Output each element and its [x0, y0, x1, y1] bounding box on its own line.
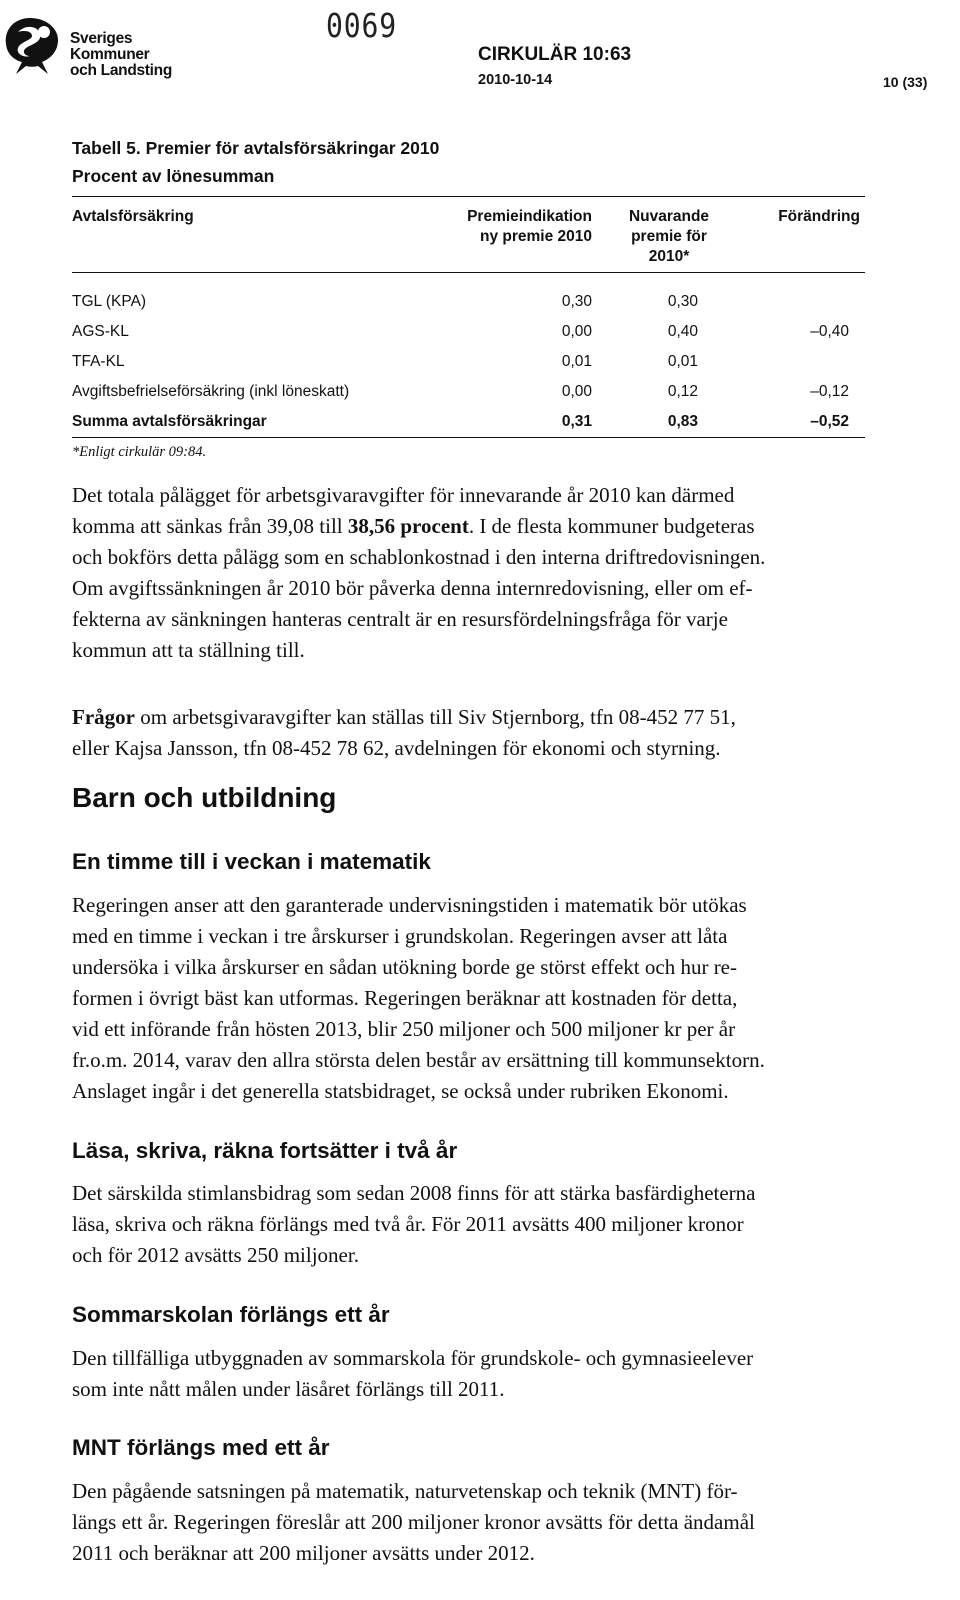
text-line: Regeringen anser att den garanterade undervisningstiden i matematik bör utökas [72, 893, 747, 917]
heading-sommarskolan: Sommarskolan förlängs ett år [72, 1302, 390, 1327]
heading-matematik: En timme till i veckan i matematik [72, 849, 431, 874]
paragraph-lasa-skriva-rakna [72, 1178, 872, 1271]
row-new-premium: 0,00 [561, 323, 592, 340]
paragraph-fragor [72, 702, 872, 764]
text-line: eller Kajsa Jansson, tfn 08-452 78 62, avdelningen för ekonomi och styrning. [72, 736, 721, 760]
heading-mnt: MNT förlängs med ett år [72, 1435, 330, 1460]
text-line: med en timme i veckan i tre årskurser i grundskolan. Regeringen avser att låta [72, 924, 728, 948]
skl-logo-icon [0, 14, 64, 76]
paragraph-sommarskolan [72, 1343, 872, 1405]
table-bottom-rule [72, 437, 865, 438]
heading-barn-och-utbildning: Barn och utbildning [72, 782, 337, 813]
circular-title: CIRKULÄR 10:63 [478, 44, 632, 65]
text-line: formen i övrigt bäst kan utformas. Regeringen beräknar att kostnaden för detta, [72, 986, 738, 1010]
text-line: undersöka i vilka årskurser en sådan utökning borde ge störst effekt och hur re- [72, 955, 737, 979]
page-stamp: 0069 [326, 6, 397, 45]
table-title: Tabell 5. Premier för avtalsförsäkringar 2010 [72, 138, 440, 158]
text-segment: komma att sänkas från 39,08 till [72, 514, 348, 538]
org-line-3: och Landsting [70, 62, 173, 79]
text-line: som inte nått målen under läsåret förlängs till 2011. [72, 1377, 505, 1401]
paragraph-arbetsgivaravgifter [72, 480, 872, 666]
total-change: –0,52 [810, 413, 849, 430]
text-line [72, 702, 872, 733]
header-col2-line2: ny premie 2010 [479, 228, 592, 245]
row-new-premium: 0,30 [561, 293, 592, 310]
header-avtalsforsakring: Avtalsförsäkring [72, 208, 194, 225]
table-subtitle: Procent av lönesumman [72, 166, 275, 186]
text-line: och för 2012 avsätts 250 miljoner. [72, 1243, 359, 1267]
header-forandring: Förändring [778, 208, 860, 225]
org-line-2: Kommuner [70, 46, 150, 63]
table-top-rule [72, 196, 865, 197]
text-line: Den pågående satsningen på matematik, naturvetenskap och teknik (MNT) för- [72, 1479, 738, 1503]
text-line: läsa, skriva och räkna förlängs med två år. För 2011 avsätts 400 miljoner kronor [72, 1212, 744, 1236]
row-name: TGL (KPA) [72, 293, 147, 310]
row-new-premium: 0,00 [561, 383, 592, 400]
row-new-premium: 0,01 [561, 353, 592, 370]
text-segment: om arbetsgivaravgifter kan ställas till Siv Stjernborg, tfn 08-452 77 51, [134, 705, 736, 729]
text-line: Det särskilda stimlansbidrag som sedan 2008 finns för att stärka basfärdigheterna [72, 1181, 756, 1205]
header-col3-line1: Nuvarande [628, 208, 710, 225]
text-line: och bokförs detta pålägg som en schablonkostnad i den interna driftredovisningen. [72, 545, 766, 569]
header-col3-line2: premie för [631, 228, 707, 245]
text-line: 2011 och beräknar att 200 miljoner avsätts under 2012. [72, 1541, 535, 1565]
row-current-premium: 0,40 [667, 323, 698, 340]
bold-fragor: Frågor [72, 705, 135, 729]
text-segment: . I de flesta kommuner budgeteras [468, 514, 755, 538]
row-name: AGS-KL [72, 323, 129, 340]
text-line: fr.o.m. 2014, varav den allra största delen består av ersättning till kommunsektorn. [72, 1048, 765, 1072]
row-name: Avgiftsbefrielseförsäkring (inkl löneskatt) [72, 383, 350, 400]
page-number: 10 (33) [883, 74, 928, 90]
total-name: Summa avtalsförsäkringar [72, 413, 267, 430]
header-nuvarande [614, 207, 724, 267]
org-line-1: Sveriges [70, 30, 133, 47]
header-col3-line3: 2010* [648, 248, 690, 265]
row-current-premium: 0,30 [667, 293, 698, 310]
text-line: Om avgiftssänkningen år 2010 bör påverka denna internredovisning, eller om ef- [72, 576, 753, 600]
text-line: Det totala pålägget för arbetsgivaravgifter för innevarande år 2010 kan därmed [72, 483, 735, 507]
text-line: fekterna av sänkningen hanteras centralt är en resursfördelningsfråga för varje [72, 607, 728, 631]
heading-lasa-skriva-rakna: Läsa, skriva, räkna fortsätter i två år [72, 1138, 458, 1163]
circular-date: 2010-10-14 [478, 72, 553, 88]
row-change: –0,12 [810, 383, 849, 400]
header-col2-line1: Premieindikation [467, 208, 592, 225]
table-header-rule [72, 272, 865, 273]
row-current-premium: 0,01 [667, 353, 698, 370]
text-line: Anslaget ingår i det generella statsbidraget, se också under rubriken Ekonomi. [72, 1079, 729, 1103]
total-current-premium: 0,83 [667, 413, 698, 430]
bold-percentage: 38,56 procent [347, 514, 469, 538]
text-line: Den tillfälliga utbyggnaden av sommarskola för grundskole- och gymnasieelever [72, 1346, 754, 1370]
total-new-premium: 0,31 [561, 413, 592, 430]
text-line: kommun att ta ställning till. [72, 638, 305, 662]
table-footnote: *Enligt cirkulär 09:84. [72, 444, 207, 460]
text-line: vid ett införande från hösten 2013, blir 250 miljoner och 500 miljoner kr per år [72, 1017, 736, 1041]
text-line: längs ett år. Regeringen föreslår att 200 miljoner kronor avsätts för detta ändamål [72, 1510, 755, 1534]
paragraph-mnt [72, 1476, 872, 1569]
row-name: TFA-KL [72, 353, 125, 370]
header-premieindikation [420, 207, 592, 247]
organization-name [70, 31, 172, 79]
paragraph-matematik [72, 890, 872, 1107]
text-line [72, 511, 872, 542]
row-current-premium: 0,12 [667, 383, 698, 400]
row-change: –0,40 [810, 323, 849, 340]
